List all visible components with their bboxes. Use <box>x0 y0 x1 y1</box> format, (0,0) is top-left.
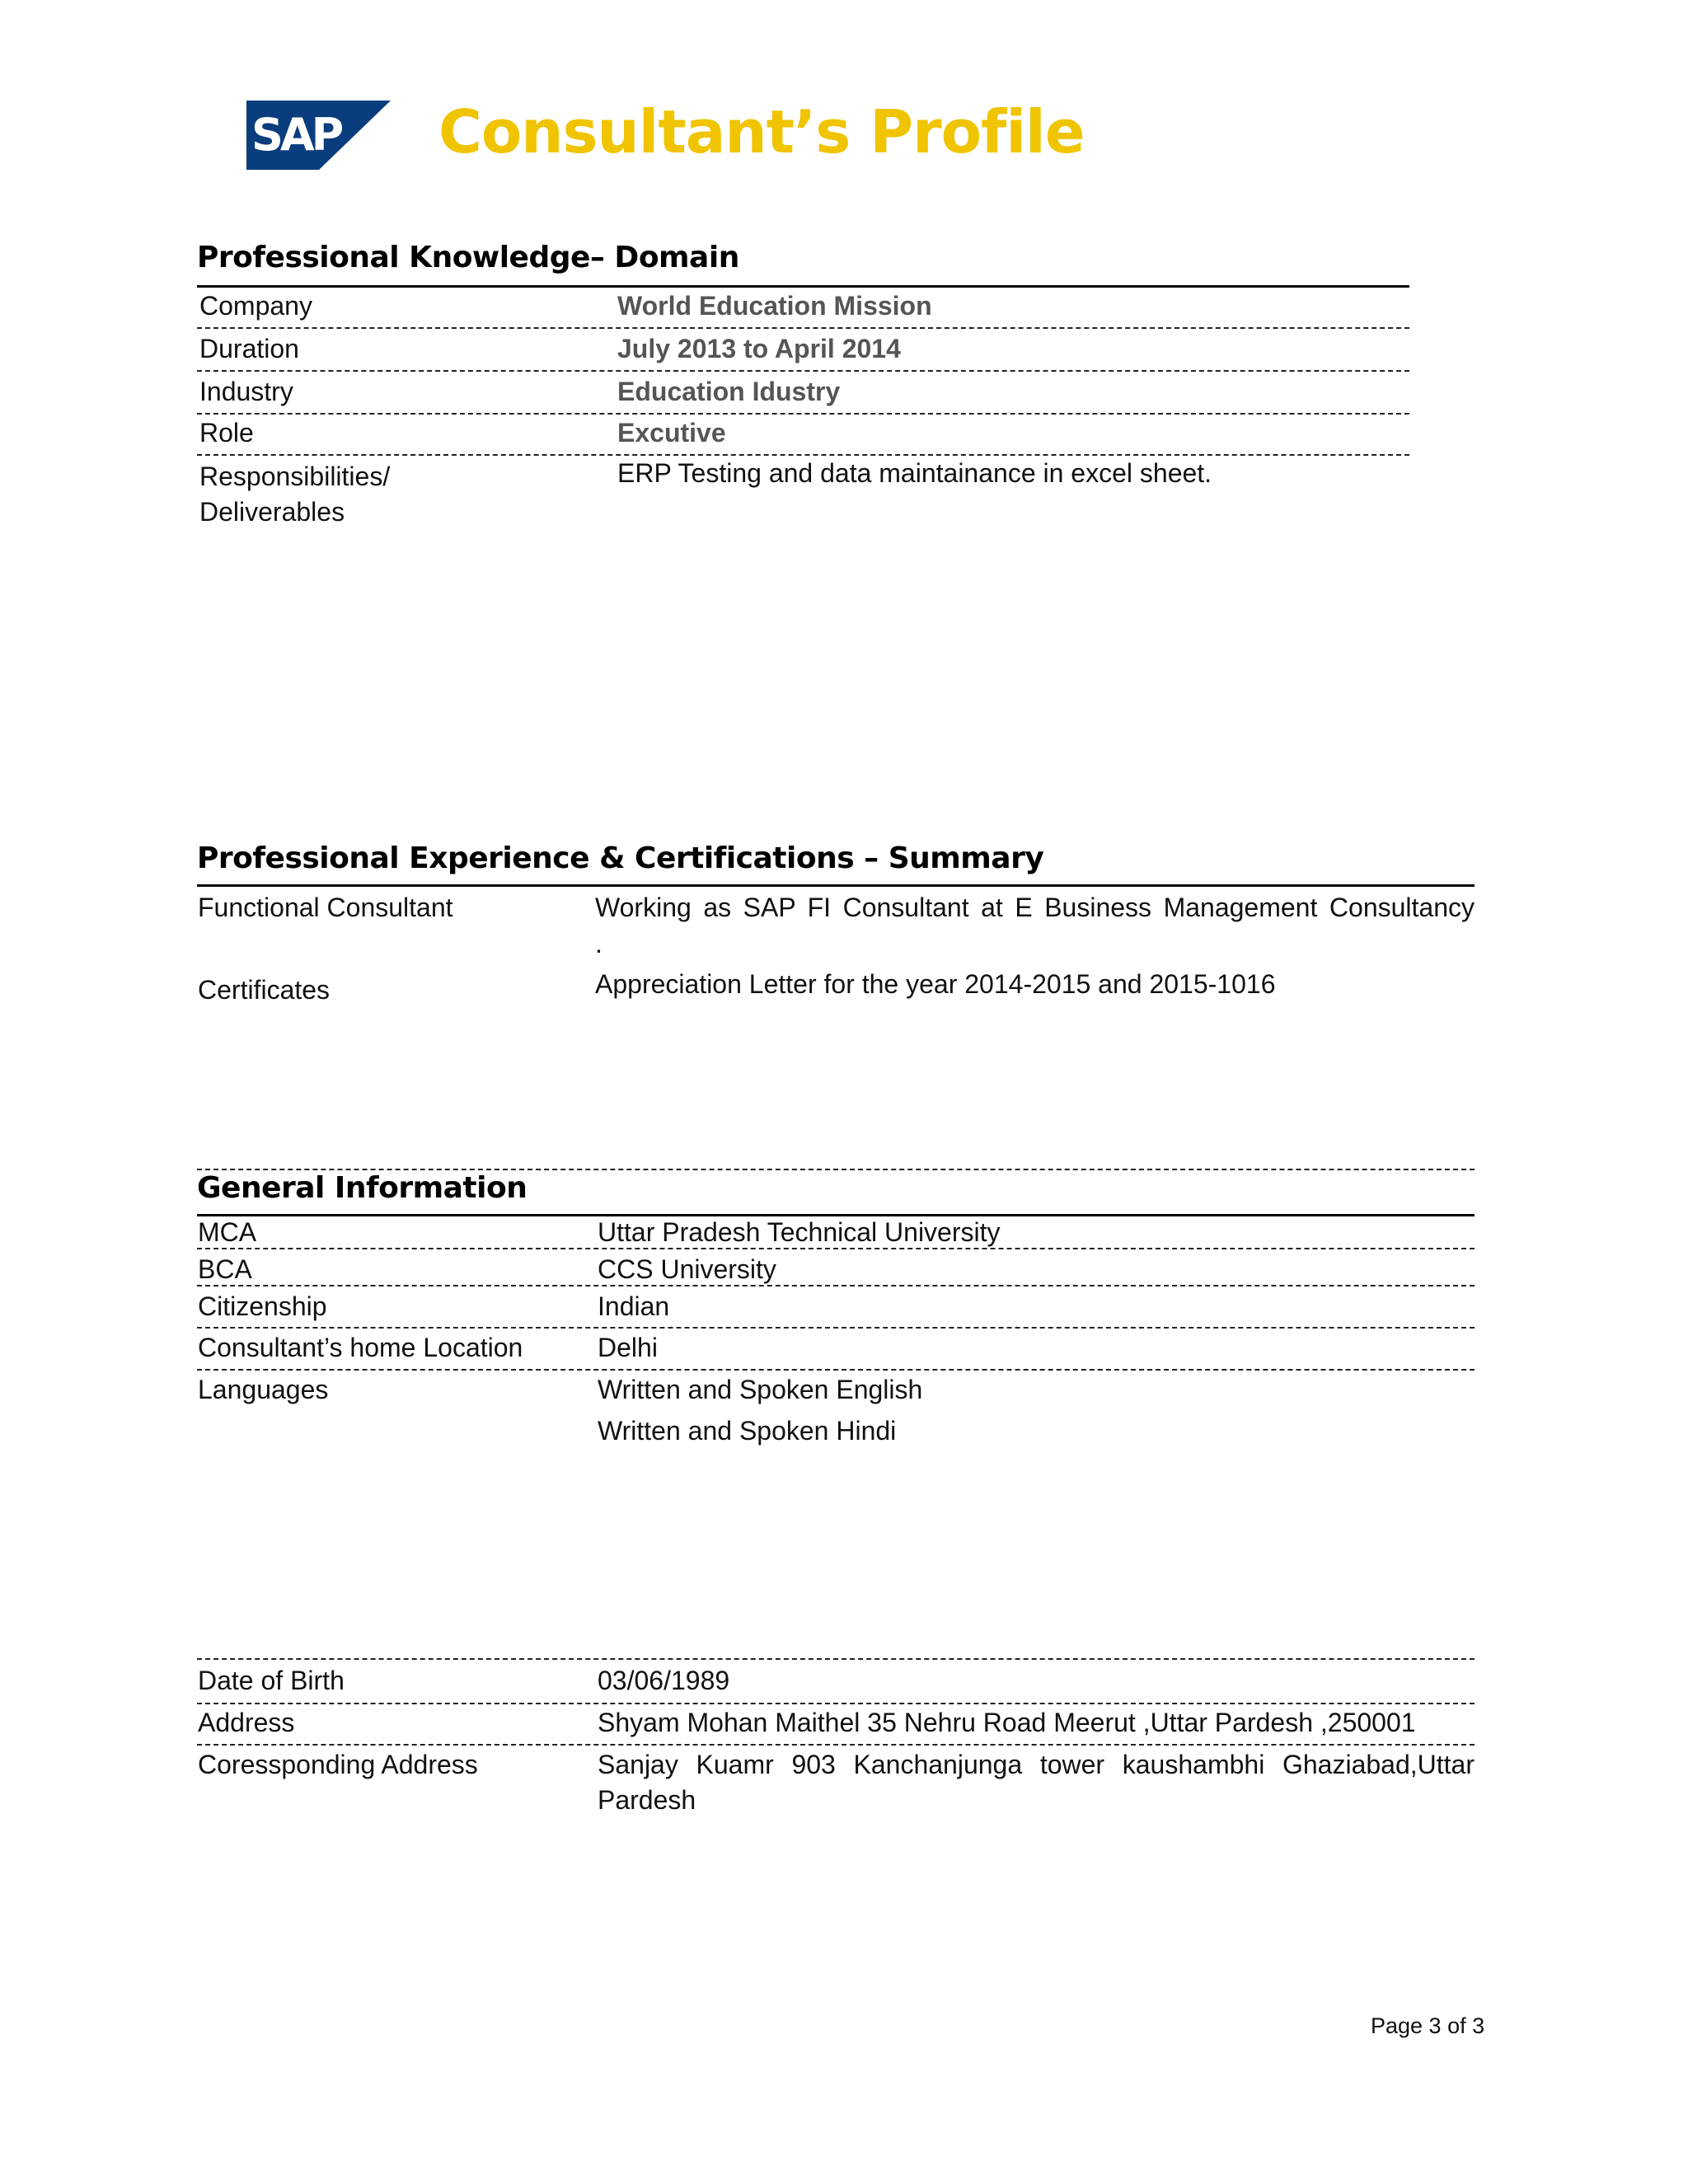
responsibilities-value: ERP Testing and data maintainance in excel sheet. <box>617 458 1212 488</box>
row-divider <box>197 413 1409 415</box>
row-divider <box>197 1285 1475 1286</box>
address-value: Shyam Mohan Maithel 35 Nehru Road Meerut ,Uttar Pardesh ,250001 <box>598 1708 1416 1737</box>
functional-consultant-value: Working as SAP FI Consultant at E Business Management Consultancy <box>595 893 1475 922</box>
bca-label: BCA <box>198 1254 252 1284</box>
domain-section-title: Professional Knowledge– Domain <box>197 241 739 274</box>
dob-label: Date of Birth <box>198 1666 345 1695</box>
industry-value: Education Idustry <box>617 377 841 406</box>
sap-logo <box>246 101 391 170</box>
role-label: Role <box>199 418 254 448</box>
row-divider <box>197 1327 1475 1329</box>
experience-section-title: Professional Experience & Certifications – Summary <box>197 841 1044 875</box>
row-divider <box>197 1369 1475 1371</box>
page-title: Consultant’s Profile <box>438 97 1085 166</box>
section-divider <box>197 1658 1475 1660</box>
section-divider <box>197 1169 1475 1170</box>
language-item: Written and Spoken Hindi <box>598 1416 897 1446</box>
certificates-label: Certificates <box>198 975 331 1005</box>
experience-title-rule <box>197 884 1475 887</box>
bca-value: CCS University <box>598 1254 776 1284</box>
certificates-value: Appreciation Letter for the year 2014-2015 and 2015-1016 <box>595 969 1276 999</box>
page-number: Page 3 of 3 <box>1371 2013 1485 2038</box>
corresponding-address-value: Sanjay Kuamr 903 Kanchanjunga tower kaushambhi Ghaziabad,Uttar <box>598 1750 1475 1779</box>
citizenship-label: Citizenship <box>198 1291 327 1321</box>
duration-value: July 2013 to April 2014 <box>617 334 901 363</box>
row-divider <box>197 1744 1475 1746</box>
duration-label: Duration <box>199 334 299 363</box>
row-divider <box>197 1248 1475 1249</box>
industry-label: Industry <box>199 377 293 406</box>
home-location-label: Consultant’s home Location <box>198 1333 523 1362</box>
citizenship-value: Indian <box>598 1291 670 1321</box>
row-divider <box>197 1703 1475 1704</box>
company-value: World Education Mission <box>617 291 932 321</box>
svg-text:®: ® <box>332 158 341 169</box>
general-section-title: General Information <box>197 1171 528 1205</box>
role-value: Excutive <box>617 418 726 448</box>
deliverables-label: Deliverables <box>199 497 345 527</box>
dob-value: 03/06/1989 <box>598 1666 730 1695</box>
languages-label: Languages <box>198 1375 329 1404</box>
mca-label: MCA <box>198 1217 257 1247</box>
functional-consultant-label: Functional Consultant <box>198 893 453 922</box>
corresponding-address-label: Coressponding Address <box>198 1750 478 1779</box>
address-label: Address <box>198 1708 295 1737</box>
responsibilities-label: Responsibilities/ <box>199 462 391 491</box>
home-location-value: Delhi <box>598 1333 658 1362</box>
row-divider <box>197 327 1409 329</box>
row-divider <box>197 370 1409 372</box>
mca-value: Uttar Pradesh Technical University <box>598 1217 1001 1247</box>
company-label: Company <box>199 291 312 321</box>
corresponding-address-value-cont: Pardesh <box>598 1785 696 1815</box>
domain-title-rule <box>197 285 1409 288</box>
logo-text: SAP <box>251 109 341 161</box>
language-item: Written and Spoken English <box>598 1375 923 1404</box>
functional-consultant-value-cont: . <box>595 929 603 958</box>
